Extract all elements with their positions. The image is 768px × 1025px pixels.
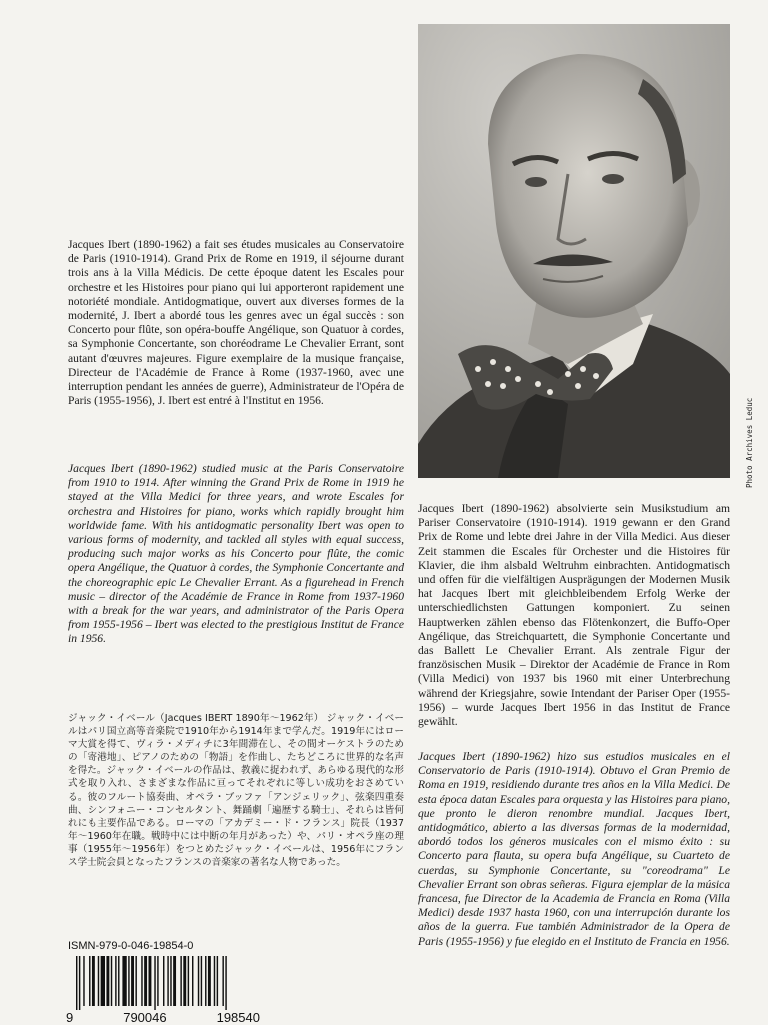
barcode-bar (192, 956, 193, 1006)
barcode-bar (222, 956, 223, 1006)
biography-japanese-text: ジャック・イベール（Jacques IBERT 1890年〜1962年） ジャック・イベールはパリ国立高等音楽院で1910年から1914年まで学んだ。1919年にはローマ大賞を得て、ヴィラ・メディチに3年間滞在し、その間オーケストラのための「寄港地」、ピアノのための「物語」を作曲し、たちどころに世界的な名声を得た。ジャック・イベールの作品は、教義に捉われず、あらゆる現代的な形式を取り入れ、さまざまな作品に亘ってそれぞれに等しい成功をおさめている。彼のフルート協奏曲、オペラ・ブッファ「アンジェリック」、弦楽四重奏曲、シンフォニー・コンセルタント、舞踊劇「遍歴する騎士」、それらは皆何れにも主要作品である。ローマの「アカデミー・ド・フランス」院長（1937年〜1960年在職。戦時中には中断の年月があった）や、パリ・オペラ座の理事（1955年〜1956年）をつとめたジャック・イベールは、1956年にフランス学士院会員となったフランスの音楽家の著名な人物であった。 (68, 713, 404, 869)
barcode-bar (154, 956, 155, 1012)
barcode-bar (205, 956, 206, 1006)
barcode-bar (101, 956, 105, 1006)
barcode-bar (79, 956, 80, 1012)
barcode-bar (183, 956, 186, 1006)
barcode-bar (89, 956, 90, 1006)
biography-english (68, 462, 404, 647)
biography-french-text: Jacques Ibert (1890-1962) a fait ses études musicales au Conservatoire de Paris (1910-1914). Grand Prix de Rome en 1919, il séjourne durant trois ans à la Villa Médicis. De cette époque datent les Escales pour orchestre et les Histoires pour piano qui lui apporteront rapidement une notoriété mondiale. Antidogmatique, ouvert aux diverses formes de la modernité, J. Ibert a abordé tous les genres avec un égal succès : son Concerto pour flûte, son opéra-bouffe Angélique, son Quatuor à cordes, sa Symphonie Concertante, son choréodrame Le Chevalier Errant, sont autant d'œuvres majeures. Figure exemplaire de la musique française, Directeur de l'Académie de France à Rome (1937-1960, avec une interruption pendant les années de guerre), Administrateur de l'Opéra de Paris (1955-1956), J. Ibert est entré à l'Institut en 1956. (68, 238, 404, 408)
barcode-bar (201, 956, 202, 1006)
barcode-bar (217, 956, 218, 1006)
barcode-bars (62, 956, 264, 1012)
barcode-bar (173, 956, 176, 1006)
biography-german-text: Jacques Ibert (1890-1962) absolvierte sein Musikstudium am Pariser Conservatoire (1910-1914). 1919 gewann er den Grand Prix de Rome und lebte drei Jahre in der Villa Medici. Aus dieser Zeit stammen die Escales für Orchester und die Histoires für Klavier, die ihm alsbald Weltruhm einbrachten. Antidogmatisch und offen für die vielfältigen Ausprägungen der Modernen Musik hat Jacques Ibert mit gleichbleibendem Erfolg Werke der unterschiedlichsten Gattungen komponiert. Zu seinen Hauptwerken zählen ebenso das Flötenkonzert, die Buffo-Oper Angélique, das Streichquartett, die Symphonie Concertante und das Ballett Le Chevalier Errant. Als zentrale Figur der französischen Musik – Direktor der Académie de France in Rom (Villa Medici) von 1937 bis 1960 mit einer Unterbrechung während der Kriegsjahre, sowie Intendant der Pariser Oper (1955-1956) – wurde Jacques Ibert 1956 in das Institut de France gewählt. (418, 502, 730, 729)
barcode-bar (163, 956, 164, 1006)
barcode-bar (208, 956, 211, 1006)
barcode-bar (149, 956, 152, 1006)
barcode-bar (188, 956, 189, 1006)
barcode-bar (122, 956, 126, 1006)
biography-french (68, 238, 404, 408)
barcode-bar (144, 956, 147, 1006)
barcode-bar (180, 956, 181, 1006)
barcode-bar (128, 956, 129, 1006)
barcode-bar (115, 956, 116, 1006)
biography-japanese (68, 712, 404, 869)
barcode-bar (135, 956, 136, 1006)
barcode-bar (170, 956, 171, 1006)
barcode-digits (62, 1010, 264, 1024)
portrait-photo (418, 24, 730, 478)
ismn-label: ISMN-979-0-046-19854-0 (68, 940, 194, 952)
barcode-bar (141, 956, 142, 1006)
barcode-bar (76, 956, 77, 1012)
barcode-bar (131, 956, 134, 1006)
barcode-digits-right: 198540 (216, 1010, 260, 1025)
barcode-digit-left: 9 (66, 1010, 74, 1025)
barcode-bar (98, 956, 99, 1006)
barcode-bar (111, 956, 112, 1006)
barcode-bar (92, 956, 95, 1006)
barcode-bar (214, 956, 215, 1006)
biography-spanish (418, 750, 730, 949)
barcode-bar (167, 956, 168, 1006)
biography-german (418, 502, 730, 729)
portrait-illustration (418, 24, 730, 478)
barcode-bar (118, 956, 119, 1006)
biography-spanish-text: Jacques Ibert (1890-1962) hizo sus estudios musicales en el Conservatorio de Paris (1910-1914). Obtuvo el Gran Premio de Roma en 1919, residiendo durante tres años en la Villa Medici. De esta época datan Escales para orquesta y las Histoires para piano, que pronto le dieron renombre mundial. Jacques Ibert, antidogmático, abierto a las diversas formas de la modernidad, abordó todos los géneros musicales con el mismo éxito : su Concerto para flauta, su opera bufa Angélique, su Cuarteto de cuerdas, su Symphonie Concertante, su "coreodrama" Le Chevalier Errant son obras señeras. Figura ejemplar de la música francesa, fue Director de la Academia de Francia en Roma (Villa Medici) desde 1937 hasta 1960, con una interrupción durante los años de la guerra. Fue también Administrador de la Opera de Paris (1955-1956) y fue elegido en el Instituto de Francia en 1956. (418, 750, 730, 948)
barcode-bar (83, 956, 84, 1006)
biography-english-text: Jacques Ibert (1890-1962) studied music at the Paris Conservatoire from 1910 to 1914. After winning the Grand Prix de Rome in 1919 he stayed at the Villa Medici for three years, and wrote Escales for orchestra and Histoires for piano, works which rapidly brought him worldwide fame. With his antidogmatic personality Ibert was open to various forms of modernity, and tackled all styles with equal success, producing such major works as his Concerto pour flûte, the comic opera Angélique, the Quatuor à cordes, the Symphonie Concertante and the choreographic epic Le Chevalier Errant. As a figurehead in French music – director of the Académie de France in Rome from 1937-1960 with a break for the war years, and administrator of the Paris Opera from 1955-1956 – Ibert was elected to the prestigious Institut de France in 1956. (68, 462, 404, 646)
barcode-bar (157, 956, 158, 1006)
barcode-bar (225, 956, 226, 1012)
barcode-bar (106, 956, 109, 1006)
barcode-digits-middle: 790046 (123, 1010, 167, 1025)
photo-credit: Photo Archives Leduc (745, 397, 754, 488)
barcode-bar (198, 956, 199, 1006)
